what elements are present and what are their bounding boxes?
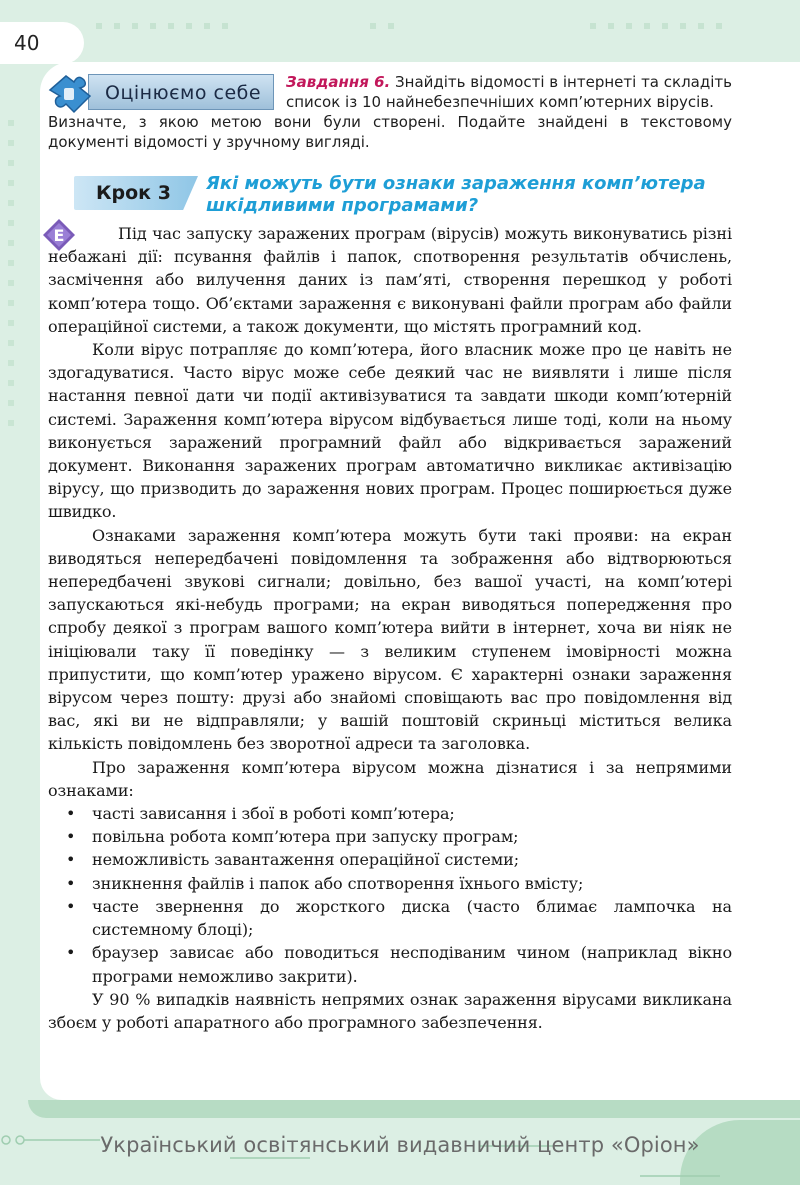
body-text — [48, 222, 732, 1034]
paragraph-2: Коли вірус потрапляє до комп’ютера, його власник може про це навіть не здогадуватися. Часто вірус може себе деякий час не виявляти і лише після настання певної дати чи події активізуватися та завдати шкоди комп’ютерній системі. Зараження комп’ютера вірусом відбувається лише тоді, коли на ньому виконується заражений програмний файл або відкривається заражений документ. Виконання заражених програм автоматично викликає активізацію вірусу, що призводить до зараження нових програм. Процес поширюється дуже швидко. — [48, 340, 732, 522]
paragraph-4: Про зараження комп’ютера вірусом можна дізнатися і за непрямими ознаками: — [48, 757, 732, 800]
paragraph-1: Під час запуску заражених програм (вірусів) можуть виконуватись різні небажані дії: псування файлів і папок, спотворення результатів обчислень, засмічення або вилучення даних із пам’яті, створення перешкод у роботі комп’ютера тощо. Об’єктами зараження є виконувані файли програм або файли операційної системи, а також документи, що містять програмний код. — [48, 224, 732, 336]
task-text-first: Знайдіть відомості в інтернеті та складіть список із 10 найнебезпечніших комп’ютерних вірусів. — [286, 73, 732, 111]
list-item: • часті зависання і збої в роботі комп’ютера; — [48, 802, 732, 825]
list-item: • зникнення файлів і папок або спотворення їхнього вмісту; — [48, 872, 732, 895]
bottom-bar — [28, 1100, 800, 1118]
task-text-continued: Визначте, з якою метою вони були створені. Подайте знайдені в текстовому документі відомості у зручному вигляді. — [48, 113, 732, 151]
assess-block — [44, 68, 278, 118]
puzzle-icon — [44, 68, 110, 118]
page-number: 40 — [0, 22, 84, 64]
list-item: • часте звернення до жорсткого диска (часто блимає лампочка на системному блоці); — [48, 895, 732, 941]
paragraph-3: Ознаками зараження комп’ютера можуть бути такі прояви: на екран виводяться непередбачені повідомлення та зображення або відтворюються непередбачені звукові сигнали; довільно, без вашої участі, на комп’ютері запускаються які-небудь програми; на екран виводяться попередження про спробу деякої з програм вашого комп’ютера вийти в інтернет, хоча ви ніяк не ініціювали таку її поведінку — з великим ступенем імовірності можна припустити, що комп’ютер уражено вірусом. Є характерні ознаки зараження вірусом через пошту: друзі або знайомі сповіщають вас про повідомлення від вас, які ви не відправляли; у вашій поштовій скриньці міститься велика кількість повідомлень без зворотної адреси та заголовка. — [48, 525, 732, 754]
task-label: Завдання 6. — [286, 73, 391, 91]
list-item: • повільна робота комп’ютера при запуску програм; — [48, 825, 732, 848]
list-item: • браузер зависає або поводиться несподіваним чином (наприклад вікно програми неможливо закрити). — [48, 941, 732, 987]
publisher-name: Український освітянський видавничий центр «Оріон» — [100, 1133, 700, 1157]
list-item: • неможливість завантаження операційної системи; — [48, 848, 732, 871]
decorative-dots-top-middle — [370, 14, 406, 22]
task-text — [286, 72, 732, 112]
step-title: Які можуть бути ознаки зараження комп’ютера шкідливими програмами? — [206, 173, 706, 216]
decorative-dots-top — [96, 14, 240, 22]
decorative-grid-left — [2, 120, 32, 460]
step-label: Крок 3 — [96, 182, 171, 204]
closing-paragraph: У 90 % випадків наявність непрямих ознак зараження вірусами викликана збоєм у роботі апаратного або програмного забезпечення. — [48, 989, 732, 1032]
symptoms-list — [48, 802, 732, 988]
decorative-dots-top-right — [590, 14, 734, 22]
assess-badge: Оцінюємо себе — [88, 74, 274, 110]
svg-text:E: E — [53, 226, 65, 245]
